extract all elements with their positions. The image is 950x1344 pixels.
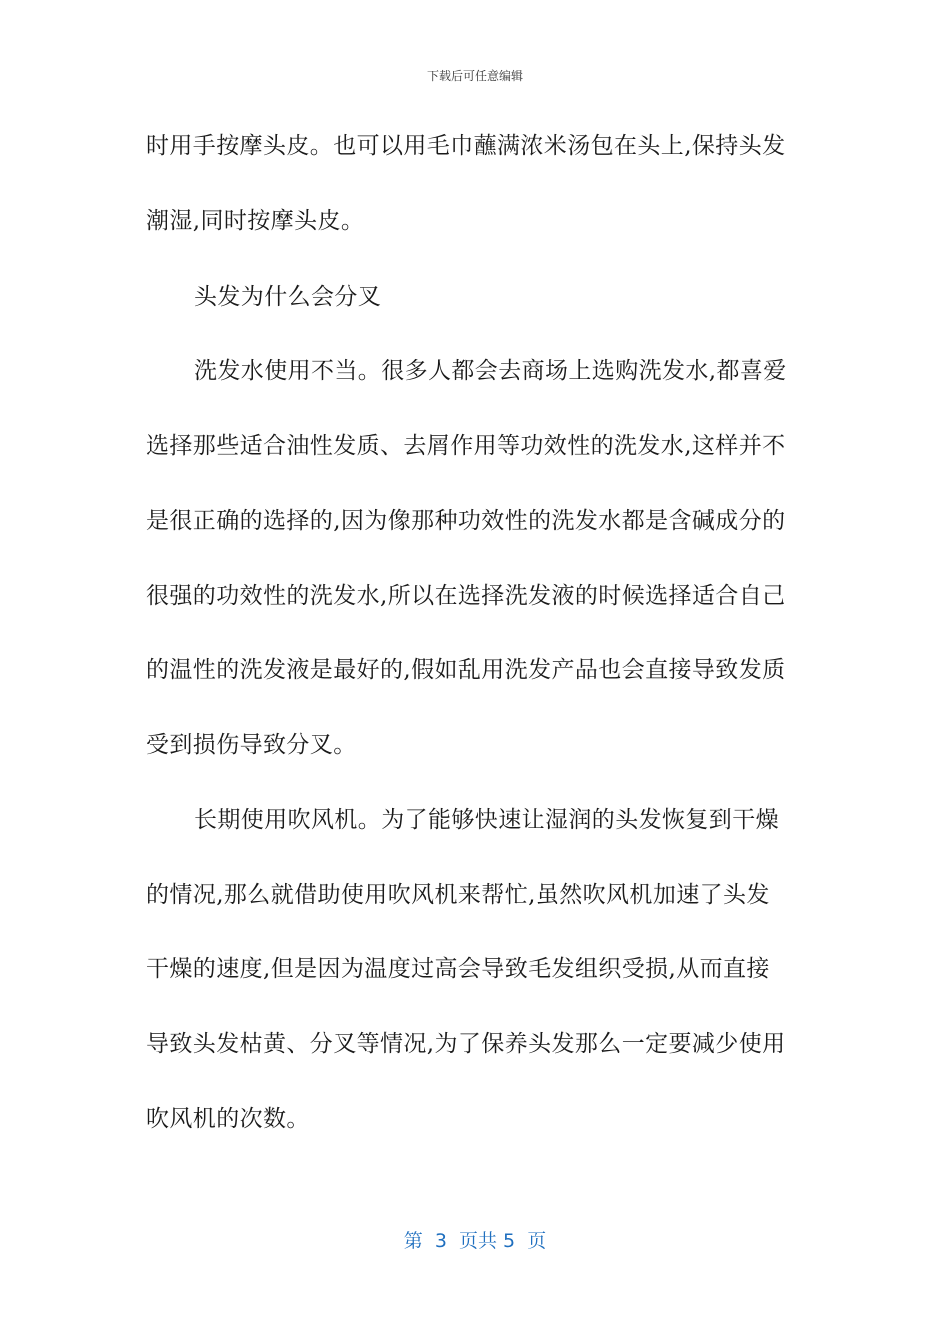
body-line: 很强的功效性的洗发水,所以在选择洗发液的时候选择适合自己 — [146, 583, 786, 609]
body-line: 长期使用吹风机。为了能够快速让湿润的头发恢复到干燥 — [194, 807, 779, 833]
body-line: 的温性的洗发液是最好的,假如乱用洗发产品也会直接导致发质 — [146, 657, 786, 683]
page-number: 第 3 页共 5 页 — [403, 1230, 547, 1252]
body-line: 时用手按摩头皮。也可以用毛巾蘸满浓米汤包在头上,保持头发 — [146, 133, 786, 159]
body-line: 导致头发枯黄、分叉等情况,为了保养头发那么一定要减少使用 — [146, 1031, 786, 1057]
section-heading: 头发为什么会分叉 — [194, 284, 382, 310]
body-line: 干燥的速度,但是因为温度过高会导致毛发组织受损,从而直接 — [146, 956, 770, 982]
header-note: 下载后可任意编辑 — [426, 69, 523, 83]
body-line: 吹风机的次数。 — [146, 1106, 310, 1132]
body-line: 洗发水使用不当。很多人都会去商场上选购洗发水,都喜爱 — [194, 358, 787, 384]
body-line: 是很正确的选择的,因为像那种功效性的洗发水都是含碱成分的 — [146, 508, 786, 534]
body-line: 潮湿,同时按摩头皮。 — [146, 208, 365, 234]
body-line: 的情况,那么就借助使用吹风机来帮忙,虽然吹风机加速了头发 — [146, 882, 770, 908]
body-line: 选择那些适合油性发质、去屑作用等功效性的洗发水,这样并不 — [146, 433, 786, 459]
body-line: 受到损伤导致分叉。 — [146, 732, 357, 758]
